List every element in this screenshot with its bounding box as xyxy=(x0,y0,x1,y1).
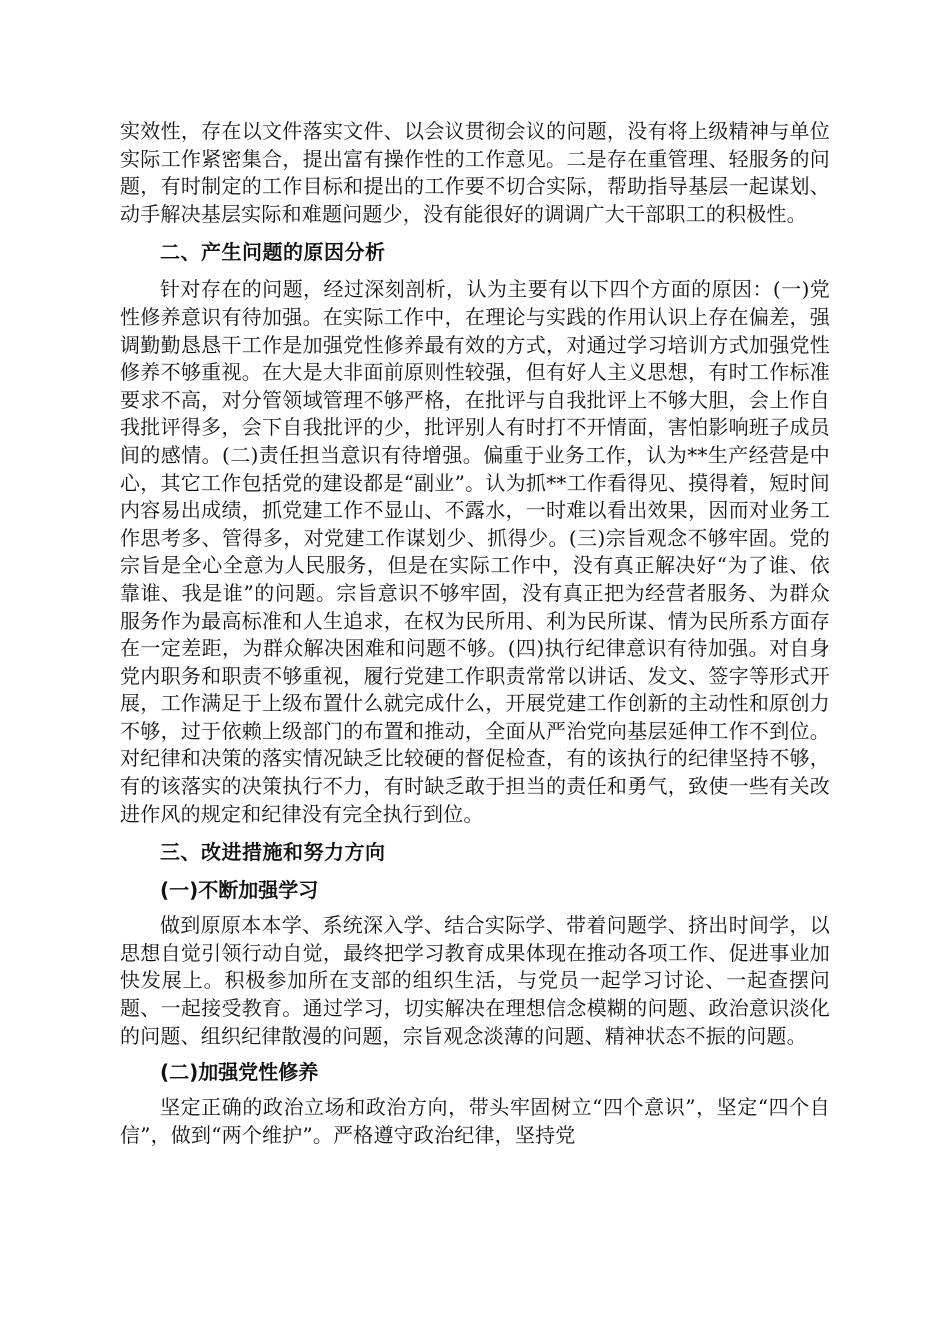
paragraph-continuation: 实效性，存在以文件落实文件、以会议贯彻会议的问题，没有将上级精神与单位实际工作紧密集合，提出富有操作性的工作意见。二是存在重管理、轻服务的问题，有时制定的工作目标和提出的工作要不切合实际，帮助指导基层一起谋划、动手解决基层实际和难题问题少，没有能很好的调调广大干部职工的积极性。 xyxy=(120,119,830,226)
paragraph-study: 做到原原本本学、系统深入学、结合实际学、带着问题学、挤出时间学，以思想自觉引领行动自觉，最终把学习教育成果体现在推动各项工作、促进事业加快发展上。积极参加所在支部的组织生活，与党员一起学习讨论、一起查摆问题、一起接受教育。通过学习，切实解决在理想信念模糊的问题、政治意识淡化的问题、组织纪律散漫的问题，宗旨观念淡薄的问题、精神状态不振的问题。 xyxy=(120,913,830,1048)
subsection-heading-study: (一)不断加强学习 xyxy=(160,878,319,903)
section-heading-causes: 二、产生问题的原因分析 xyxy=(160,240,386,265)
section-heading-measures: 三、改进措施和努力方向 xyxy=(160,840,386,865)
paragraph-causes: 针对存在的问题，经过深刻剖析，认为主要有以下四个方面的原因：(一)党性修养意识有待加强。在实际工作中，在理论与实践的作用认识上存在偏差，强调勤勤恳恳干工作是加强党性修养最有效的方式，对通过学习培训方式加强党性修养不够重视。在大是大非面前原则性较强，但有好人主义思想，有时工作标准要求不高，对分管领域管理不够严格，在批评与自我批评上不够大胆，会上作自我批评得多，会下自我批评的少，批评别人有时打不开情面，害怕影响班子成员间的感情。(二)责任担当意识有待增强。偏重于业务工作，认为**生产经营是中心，其它工作包括党的建设都是“副业”。认为抓**工作看得见、摸得着，短时间内容易出成绩，抓党建工作不显山、不露水，一时难以看出效果，因而对业务工作思考多、管得多，对党建工作谋划少、抓得少。(三)宗旨观念不够牢固。党的宗旨是全心全意为人民服务，但是在实际工作中，没有真正解决好“为了谁、依靠谁、我是谁”的问题。宗旨意识不够牢固，没有真正把为经营者服务、为群众服务作为最高标准和人生追求，在权为民所用、利为民所谋、情为民所系方面存在一定差距，为群众解决困难和问题不够。(四)执行纪律意识有待加强。对自身党内职务和职责不够重视，履行党建工作职责常常以讲话、发文、签字等形式开展，工作满足于上级布置什么就完成什么，开展党建工作创新的主动性和原创力不够，过于依赖上级部门的布置和推动，全面从严治党向基层延伸工作不到位。对纪律和决策的落实情况缺乏比较硬的督促检查，有的该执行的纪律坚持不够，有的该落实的决策执行不力，有时缺乏敢于担当的责任和勇气，致使一些有关改进作风的规定和纪律没有完全执行到位。 xyxy=(120,277,830,826)
document-page xyxy=(120,118,830,1149)
subsection-heading-party: (二)加强党性修养 xyxy=(160,1060,319,1085)
paragraph-party: 坚定正确的政治立场和政治方向，带头牢固树立“四个意识”，坚定“四个自信”，做到“两个维护”。严格遵守政治纪律，坚持党 xyxy=(120,1095,830,1147)
